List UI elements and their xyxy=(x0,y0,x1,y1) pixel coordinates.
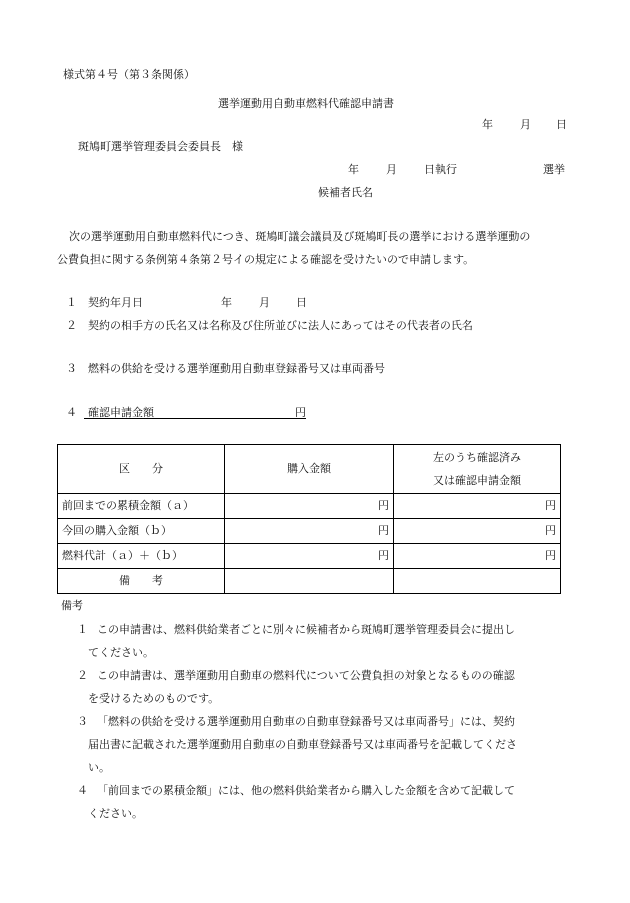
header-confirmed-line-2: 又は確認申請金額 xyxy=(433,473,521,487)
note-text-line: この申請書は、燃料供給業者ごとに別々に候補者から斑鳩町選挙管理委員会に提出し xyxy=(97,623,515,636)
item-4-label: 確認申請金額 xyxy=(88,406,154,419)
note-text-line: 「燃料の供給を受ける選挙運動用自動車の自動車登録番号又は車両番号」には、契約 xyxy=(97,715,515,728)
table-row xyxy=(58,568,561,593)
election-year-label: 年 xyxy=(348,163,359,176)
fuel-cost-table xyxy=(57,444,561,594)
note-4 xyxy=(77,779,567,825)
note-text-line: い。 xyxy=(88,761,110,774)
note-text-line: を受けるためのものです。 xyxy=(88,692,220,705)
body-text-line-2: 公費負担に関する条例第４条第２号イの規定による確認を受けたいので申請します。 xyxy=(57,253,475,266)
note-2 xyxy=(77,664,567,710)
item-4-number: ４ xyxy=(66,406,77,419)
addressee: 斑鳩町選挙管理委員会委員長 様 xyxy=(78,140,243,153)
item-1-year: 年 xyxy=(221,296,232,309)
table-row xyxy=(58,493,561,518)
document-title: 選挙運動用自動車燃料代確認申請書 xyxy=(218,97,394,110)
item-2-number: ２ xyxy=(66,319,77,332)
confirmed-amount-cell[interactable]: 円 xyxy=(394,518,561,543)
item-2-label: 契約の相手方の氏名又は名称及び住所並びに法人にあってはその代表者の氏名 xyxy=(88,319,473,332)
item-1-day: 日 xyxy=(296,296,307,309)
election-date-label: 日執行 xyxy=(424,163,457,176)
body-text-line-1: 次の選挙運動用自動車燃料代につき、斑鳩町議会議員及び斑鳩町長の選挙における選挙運動の xyxy=(69,230,531,243)
item-1-label: 契約年月日 xyxy=(88,296,143,309)
item-4-unit: 円 xyxy=(295,406,306,419)
header-purchase-amount: 購入金額 xyxy=(225,445,394,494)
note-text-line: ください。 xyxy=(88,807,143,820)
purchase-amount-cell[interactable]: 円 xyxy=(225,543,394,568)
note-number: １ xyxy=(77,623,88,636)
table-row xyxy=(58,518,561,543)
date-day-label: 日 xyxy=(556,118,567,131)
confirmed-amount-cell[interactable]: 円 xyxy=(394,543,561,568)
item-3-label: 燃料の供給を受ける選挙運動用自動車登録番号又は車両番号 xyxy=(88,362,385,375)
remarks-cell[interactable] xyxy=(394,568,561,593)
purchase-amount-cell[interactable]: 円 xyxy=(225,493,394,518)
note-number: ２ xyxy=(77,669,88,682)
note-text-line: 「前回までの累積金額」には、他の燃料供給業者から購入した金額を含めて記載して xyxy=(97,784,515,797)
row-label: 燃料代計（ａ）＋（ｂ） xyxy=(58,543,225,568)
row-label: 今回の購入金額（ｂ） xyxy=(58,518,225,543)
amount-underline xyxy=(84,418,306,419)
note-3 xyxy=(77,710,567,779)
item-1-month: 月 xyxy=(259,296,270,309)
note-text-line: この申請書は、選挙運動用自動車の燃料代について公費負担の対象となるものの確認 xyxy=(97,669,515,682)
candidate-name-label: 候補者氏名 xyxy=(318,186,373,199)
table-row xyxy=(58,543,561,568)
election-name-label: 選挙 xyxy=(543,163,565,176)
remarks-cell[interactable] xyxy=(225,568,394,593)
item-3-number: ３ xyxy=(66,362,77,375)
item-1-number: １ xyxy=(66,296,77,309)
header-confirmed-amount xyxy=(394,445,561,494)
header-category: 区 分 xyxy=(58,445,225,494)
purchase-amount-cell[interactable]: 円 xyxy=(225,518,394,543)
table-header-row xyxy=(58,445,561,494)
row-label: 前回までの累積金額（ａ） xyxy=(58,493,225,518)
note-text-line: てください。 xyxy=(88,646,154,659)
note-number: ３ xyxy=(77,715,88,728)
confirmed-amount-cell[interactable]: 円 xyxy=(394,493,561,518)
note-1 xyxy=(77,618,567,664)
note-text-line: 届出書に記載された選挙運動用自動車の自動車登録番号又は車両番号を記載してくださ xyxy=(88,738,517,751)
remarks-label: 備 考 xyxy=(58,568,225,593)
header-confirmed-line-1: 左のうち確認済み xyxy=(433,450,521,464)
note-number: ４ xyxy=(77,784,88,797)
date-year-label: 年 xyxy=(482,118,493,131)
form-number-label: 様式第４号（第３条関係） xyxy=(63,68,195,81)
date-month-label: 月 xyxy=(520,118,531,131)
notes-heading: 備考 xyxy=(61,599,83,612)
election-month-label: 月 xyxy=(386,163,397,176)
